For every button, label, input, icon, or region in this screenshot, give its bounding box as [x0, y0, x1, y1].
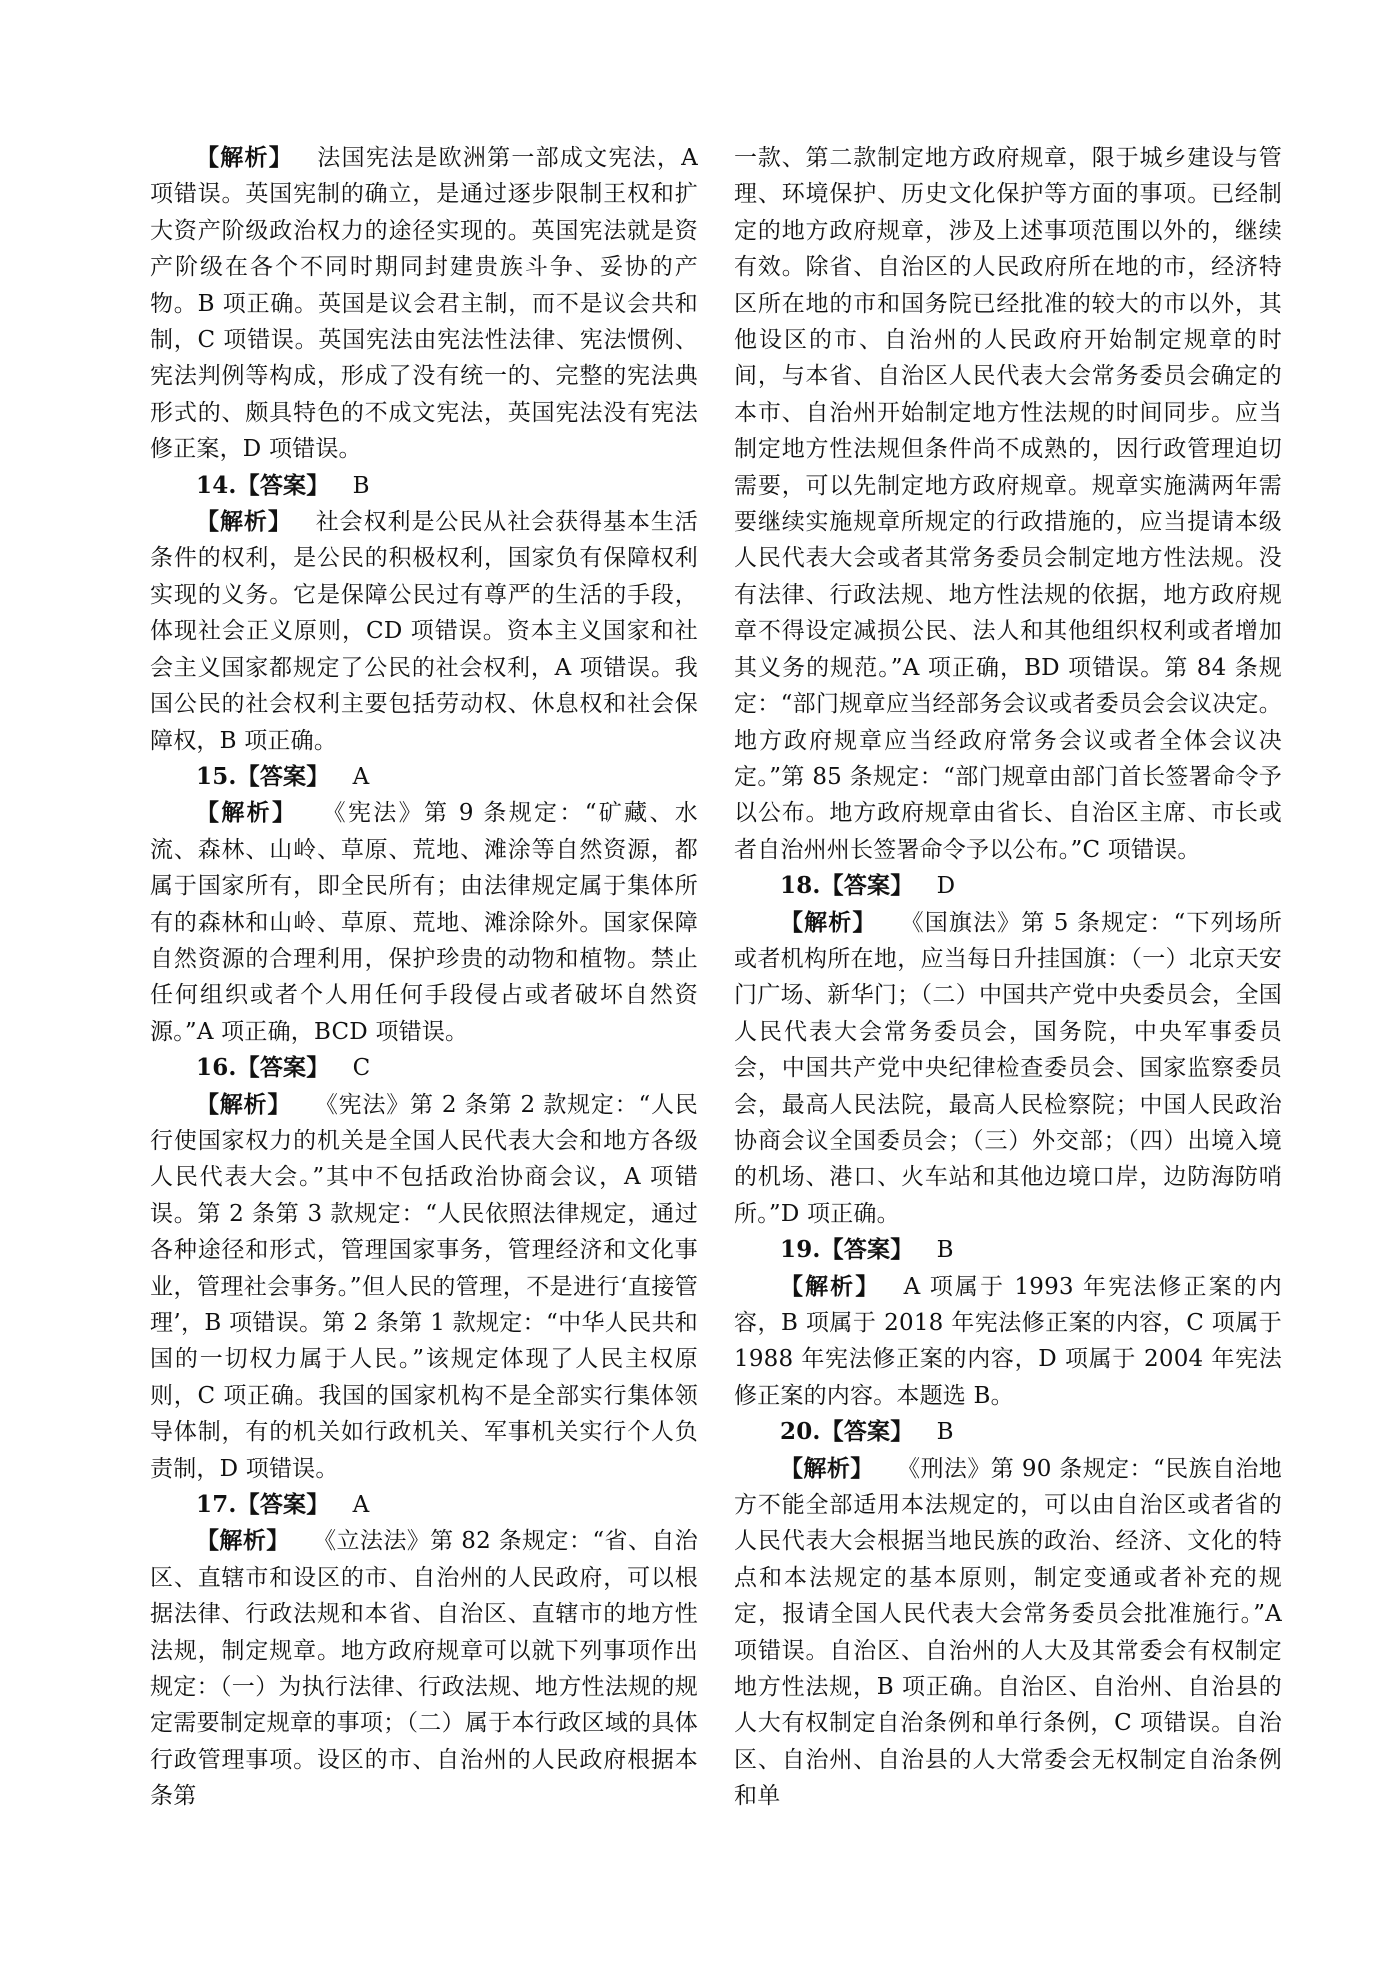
answer-line: [150, 468, 698, 504]
question-number: 20.: [780, 1418, 821, 1446]
analysis-tag: 【解析】: [196, 1090, 292, 1118]
analysis-tag: 【解析】: [780, 1454, 874, 1482]
analysis-tag: 【解析】: [780, 908, 877, 936]
analysis-tag: 【解析】: [196, 508, 292, 536]
analysis-paragraph: [734, 1451, 1282, 1815]
answer-line: [150, 1487, 698, 1523]
answer-line: [150, 759, 698, 795]
answer-tag: 【答案】: [236, 1054, 330, 1082]
analysis-paragraph: [734, 1269, 1282, 1415]
answer-tag: 【答案】: [820, 872, 914, 900]
analysis-tag: 【解析】: [196, 144, 294, 171]
question-number: 18.: [780, 872, 821, 900]
analysis-text: 《刑法》第 90 条规定：“民族自治地方不能全部适用本法规定的，可以由自治区或者省的人民代表大会根据当地民族的政治、经济、文化的特点和本法规定的基本原则，制定变通或者补充的规定，报请全国人民代表大会常务委员会批准施行。”A 项错误。自治区、自治州的人大及其常委会有权制定地方性法规，B 项正确。自治区、自治州、自治县的人大有权制定自治条例和单行条例，C 项错误。自治区、自治州、自治县的人大常委会无权制定自治条例和单: [734, 1455, 1282, 1810]
answer-value: B: [352, 472, 370, 499]
answer-value: B: [936, 1237, 954, 1264]
analysis-text: 社会权利是公民从社会获得基本生活条件的权利，是公民的积极权利，国家负有保障权利实现的义务。它是保障公民过有尊严的生活的手段，体现社会正义原则，CD 项错误。资本主义国家和社会主义国家都规定了公民的社会权利，A 项错误。我国公民的社会权利主要包括劳动权、休息权和社会保障权，B 项正确。: [150, 509, 698, 754]
answer-line: [150, 1050, 698, 1086]
analysis-tag: 【解析】: [196, 1527, 290, 1555]
paragraph-text: 一款、第二款制定地方政府规章，限于城乡建设与管理、环境保护、历史文化保护等方面的事项。已经制定的地方政府规章，涉及上述事项范围以外的，继续有效。除省、自治区的人民政府所在地的市，经济特区所在地的市和国务院已经批准的较大的市以外，其他设区的市、自治州的人民政府开始制定规章的时间，与本省、自治区人民代表大会常务委员会确定的本市、自治州开始制定地方性法规的时间同步。应当制定地方性法规但条件尚不成熟的，因行政管理迫切需要，可以先制定地方政府规章。规章实施满两年需要继续实施规章所规定的行政措施的，应当提请本级人民代表大会或者其常务委员会制定地方性法规。没有法律、行政法规、地方性法规的依据，地方政府规章不得设定减损公民、法人和其他组织权利或者增加其义务的规范。”A 项正确，BD 项错误。第 84 条规定：“部门规章应当经部务会议或者委员会会议决定。地方政府规章应当经政府常务会议或者全体会议决定。”第 85 条规定：“部门规章由部门首长签署命令予以公布。地方政府规章由省长、自治区主席、市长或者自治州州长签署命令予以公布。”C 项错误。: [734, 145, 1282, 863]
continued-paragraph: [734, 140, 1282, 868]
question-number: 14.: [196, 471, 237, 499]
analysis-text: 法国宪法是欧洲第一部成文宪法，A 项错误。英国宪制的确立，是通过逐步限制王权和扩大资产阶级政治权力的途径实现的。英国宪法就是资产阶级在各个不同时期同封建贵族斗争、妥协的产物。B 项正确。英国是议会君主制，而不是议会共和制，C 项错误。英国宪法由宪法性法律、宪法惯例、宪法判例等构成，形成了没有统一的、完整的宪法典形式的、颇具特色的不成文宪法，英国宪法没有宪法修正案，D 项错误。: [150, 145, 698, 463]
answer-value: B: [936, 1419, 954, 1446]
question-number: 17.: [196, 1491, 237, 1519]
analysis-paragraph: [150, 1523, 698, 1814]
answer-line: [734, 1414, 1282, 1450]
answer-tag: 【答案】: [236, 762, 330, 790]
answer-value: A: [352, 763, 370, 790]
answer-tag: 【答案】: [820, 1418, 914, 1446]
analysis-tag: 【解析】: [780, 1272, 881, 1300]
analysis-paragraph: [734, 905, 1282, 1233]
question-number: 15.: [196, 762, 237, 790]
question-number: 19.: [780, 1236, 821, 1264]
analysis-text: 《宪法》第 2 条第 2 款规定：“人民行使国家权力的机关是全国人民代表大会和地方各级人民代表大会。”其中不包括政治协商会议，A 项错误。第 2 条第 3 款规定：“人民依照法律规定，通过各种途径和形式，管理国家事务，管理经济和文化事业，管理社会事务。”但人民的管理，不是进行‘直接管理’，B 项错误。第 2 条第 1 款规定：“中华人民共和国的一切权力属于人民。”该规定体现了人民主权原则，C 项正确。我国的国家机构不是全部实行集体领导体制，有的机关如行政机关、军事机关实行个人负责制，D 项错误。: [150, 1091, 698, 1482]
analysis-tag: 【解析】: [196, 799, 298, 827]
analysis-paragraph: [150, 1087, 698, 1487]
analysis-text: 《国旗法》第 5 条规定：“下列场所或者机构所在地，应当每日升挂国旗：（一）北京天安门广场、新华门；（二）中国共产党中央委员会，全国人民代表大会常务委员会，国务院，中央军事委员会，中国共产党中央纪律检查委员会、国家监察委员会，最高人民法院，最高人民检察院；中国人民政治协商会议全国委员会；（三）外交部；（四）出境入境的机场、港口、火车站和其他边境口岸，边防海防哨所。”D 项正确。: [734, 909, 1282, 1227]
question-number: 16.: [196, 1054, 237, 1082]
left-column: [150, 140, 698, 1815]
answer-value: A: [352, 1492, 370, 1519]
analysis-text: 《立法法》第 82 条规定：“省、自治区、直辖市和设区的市、自治州的人民政府，可以根据法律、行政法规和本省、自治区、直辖市的地方性法规，制定规章。地方政府规章可以就下列事项作出规定：（一）为执行法律、行政法规、地方性法规的规定需要制定规章的事项；（二）属于本行政区域的具体行政管理事项。设区的市、自治州的人民政府根据本条第: [150, 1528, 698, 1810]
analysis-paragraph: [150, 504, 698, 759]
answer-value: C: [352, 1055, 371, 1082]
answer-line: [734, 1232, 1282, 1268]
analysis-text: A 项属于 1993 年宪法修正案的内容，B 项属于 2018 年宪法修正案的内容，C 项属于 1988 年宪法修正案的内容，D 项属于 2004 年宪法修正案的内容。本题选 B。: [734, 1273, 1282, 1409]
answer-tag: 【答案】: [236, 471, 330, 499]
answer-tag: 【答案】: [236, 1491, 330, 1519]
answer-tag: 【答案】: [820, 1236, 914, 1264]
analysis-paragraph: [150, 795, 698, 1050]
answer-line: [734, 868, 1282, 904]
right-column: [734, 140, 1282, 1815]
answer-value: D: [936, 873, 956, 900]
analysis-paragraph: [150, 140, 698, 468]
analysis-text: 《宪法》第 9 条规定：“矿藏、水流、森林、山岭、草原、荒地、滩涂等自然资源，都属于国家所有，即全民所有；由法律规定属于集体所有的森林和山岭、草原、荒地、滩涂除外。国家保障自然资源的合理利用，保护珍贵的动物和植物。禁止任何组织或者个人用任何手段侵占或者破坏自然资源。”A 项正确，BCD 项错误。: [150, 800, 698, 1045]
